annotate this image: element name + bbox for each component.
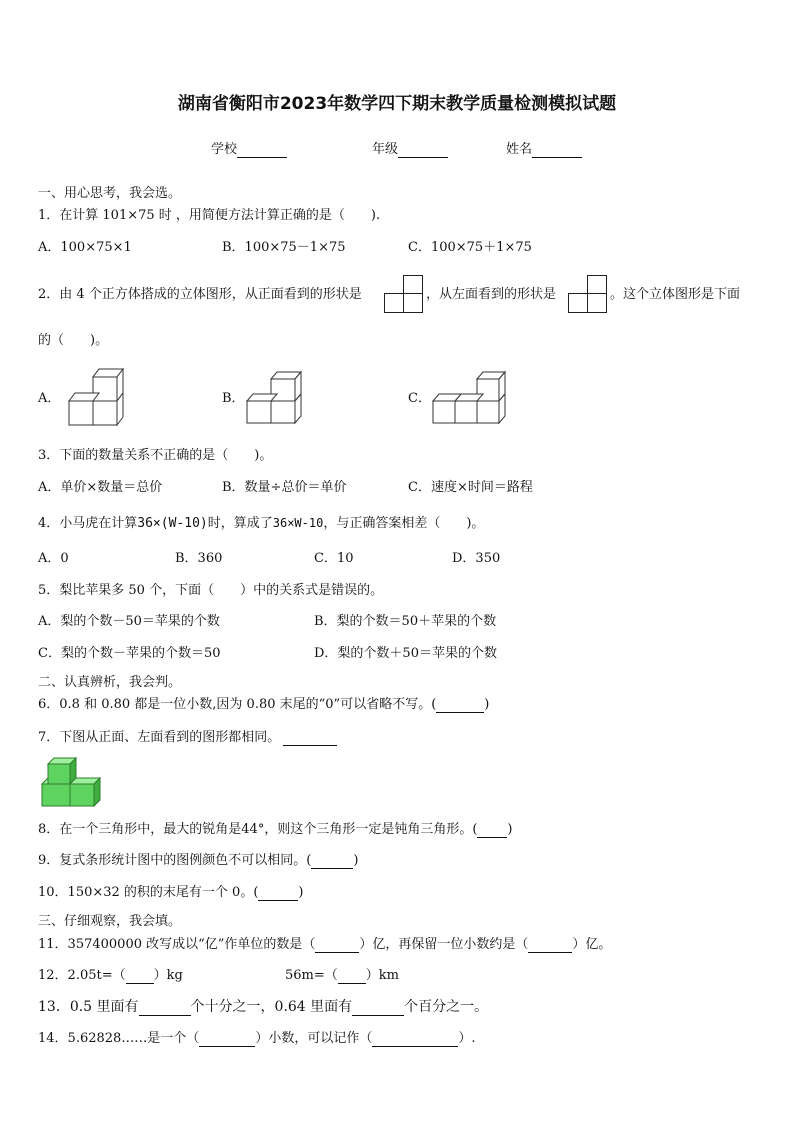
q6-answer-blank[interactable]	[436, 699, 484, 713]
q8-answer-blank[interactable]	[477, 824, 507, 838]
q4-option-c[interactable]: C．10	[314, 551, 354, 566]
section-3-heading: 三、仔细观察，我会填。	[38, 914, 182, 929]
q2-option-a[interactable]: A．	[38, 391, 61, 406]
q11-text: 11．357400000 改写成以“亿”作单位的数是（ ）亿，再保留一位小数约是（ ）亿。	[38, 937, 612, 952]
q10-answer-blank[interactable]	[258, 887, 298, 901]
q10-text: 10．150×32 的积的末尾有一个 0。( )	[38, 885, 304, 900]
q1-option-a[interactable]: A．100×75×1	[38, 240, 132, 255]
q2-text-part2: ，从左面看到的形状是	[426, 287, 557, 302]
q5-option-c[interactable]: C．梨的个数－苹果的个数＝50	[38, 646, 221, 661]
q2-text-line2: 的（ )。	[38, 333, 109, 348]
q14-text: 14．5.62828……是一个（ ）小数，可以记作（ ）.	[38, 1031, 476, 1046]
q13-blank-2[interactable]	[352, 1000, 404, 1016]
q3-option-b[interactable]: B．数量÷总价＝单价	[222, 480, 347, 495]
school-field[interactable]: 学校	[211, 142, 287, 158]
q6-text: 6．0.8 和 0.80 都是一位小数,因为 0.80 末尾的“0”可以省略不写。( )	[38, 697, 490, 712]
q12-text-1: 12．2.05t=（ ）kg	[38, 968, 183, 983]
q5-text: 5．梨比苹果多 50 个，下面（ ）中的关系式是错误的。	[38, 583, 384, 598]
q3-option-c[interactable]: C．速度×时间＝路程	[408, 480, 533, 495]
section-2-heading: 二、认真辨析，我会判。	[38, 675, 182, 690]
q4-expression-1: 36×(W-10)	[137, 516, 208, 531]
q3-option-a[interactable]: A．单价×数量＝总价	[38, 480, 163, 495]
q2-text-part1: 2．由 4 个正方体搭成的立体图形，从正面看到的形状是	[38, 287, 362, 302]
page-title: 湖南省衡阳市2023年数学四下期末教学质量检测模拟试题	[177, 94, 617, 114]
cube-figure-a-icon	[62, 366, 124, 428]
q5-option-a[interactable]: A．梨的个数－50＝苹果的个数	[38, 614, 220, 629]
q11-blank-1[interactable]	[315, 939, 359, 953]
q1-option-c[interactable]: C．100×75＋1×75	[408, 240, 532, 255]
left-view-icon	[568, 275, 608, 313]
q4-option-d[interactable]: D．350	[452, 551, 501, 566]
q7-answer-blank[interactable]	[283, 732, 337, 746]
q5-option-b[interactable]: B．梨的个数＝50＋苹果的个数	[314, 614, 497, 629]
q2-option-c[interactable]: C．	[408, 391, 431, 406]
q1-option-b[interactable]: B．100×75－1×75	[222, 240, 346, 255]
cube-figure-b-icon	[246, 370, 302, 426]
q12-text-2: 56m=（ ）km	[285, 968, 399, 983]
q7-text: 7．下图从正面、左面看到的图形都相同。	[38, 730, 337, 746]
q4-text: 4．小马虎在计算36×(W-10)时，算成了36×W-10，与正确答案相差（ )。	[38, 516, 485, 531]
q14-blank-1[interactable]	[199, 1033, 255, 1047]
q12-blank-1[interactable]	[126, 970, 154, 984]
q2-text-part3: 。这个立体图形是下面	[610, 287, 741, 302]
q2-option-b[interactable]: B．	[222, 391, 245, 406]
q14-blank-2[interactable]	[372, 1033, 458, 1047]
front-view-icon	[384, 275, 424, 313]
q8-text: 8．在一个三角形中，最大的锐角是44°，则这个三角形一定是钝角三角形。( )	[38, 822, 513, 837]
grade-field[interactable]: 年级	[372, 142, 448, 158]
q12-blank-2[interactable]	[338, 970, 366, 984]
q4-expression-2: 36×W-10	[272, 516, 324, 530]
section-1-heading: 一、用心思考，我会选。	[38, 186, 182, 201]
name-field[interactable]: 姓名	[506, 142, 582, 158]
q9-answer-blank[interactable]	[311, 855, 353, 869]
green-cubes-icon	[40, 756, 104, 808]
q9-text: 9．复式条形统计图中的图例颜色不可以相同。( )	[38, 853, 359, 868]
q5-option-d[interactable]: D．梨的个数＋50＝苹果的个数	[314, 646, 497, 661]
q13-blank-1[interactable]	[139, 1000, 191, 1016]
q4-option-b[interactable]: B．360	[175, 551, 223, 566]
q1-text: 1．在计算 101×75 时 ，用简便方法计算正确的是（ ).	[38, 208, 381, 223]
q13-text: 13．0.5 里面有 个十分之一，0.64 里面有 个百分之一。	[38, 999, 489, 1015]
q4-option-a[interactable]: A．0	[38, 551, 69, 566]
cube-figure-c-icon	[432, 370, 506, 426]
q11-blank-2[interactable]	[528, 939, 572, 953]
q3-text: 3．下面的数量关系不正确的是（ )。	[38, 448, 273, 463]
